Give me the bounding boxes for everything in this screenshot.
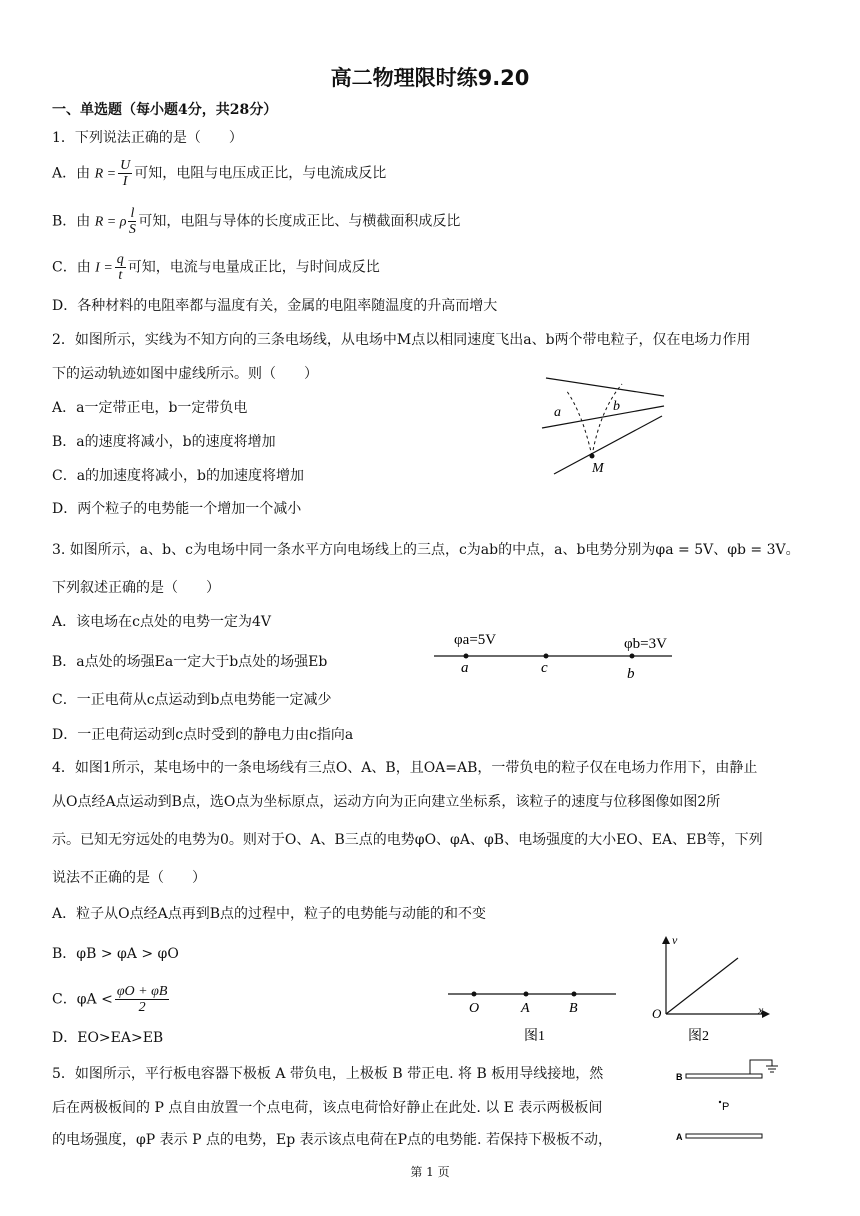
q2-field-lines-figure: [536, 372, 670, 478]
axis-label-v: v: [672, 933, 678, 947]
q5-line2: 后在两极板间的 P 点自由放置一个点电荷，该点电荷恰好静止在此处. 以 E 表示两极板间: [52, 1100, 603, 1116]
label-phi-a: φa=5V: [454, 632, 497, 648]
q1-option-c: C．由 I = $\frac{q}{t}$ 可知，电流与电量成正比，与时间成反比: [52, 252, 380, 283]
figure-2-caption: 图2: [688, 1029, 709, 1044]
q4-stem-line2: 从O点经A点运动到B点，选O点为坐标原点，运动方向为正向建立坐标系，该粒子的速度与位移图像如图2所: [52, 794, 721, 810]
q4-figure-1: [444, 976, 620, 1046]
q4-option-c: C．φA < $\frac{\varphi O + \varphi B}{2}$: [52, 984, 168, 1015]
point-p: [719, 1101, 721, 1103]
label-a: A: [676, 1132, 683, 1142]
q4-option-b: B．φB > φA > φO: [52, 946, 179, 962]
q3-option-b: B．a点处的场强Ea一定大于b点处的场强Eb: [52, 654, 328, 670]
q3-option-a: A．该电场在c点处的电势一定为4V: [52, 614, 271, 630]
q3-stem-line2: 下列叙述正确的是（ ）: [52, 580, 220, 596]
label-m: M: [592, 461, 604, 476]
label-c: c: [541, 660, 548, 676]
page-title: 高二物理限时练9.20: [330, 66, 530, 90]
q2-option-c: C．a的加速度将减小，b的加速度将增加: [52, 468, 305, 484]
q3-stem-line1: 3. 如图所示，a、b、c为电场中同一条水平方向电场线上的三点，c为ab的中点，a、b电势分别为φa = 5V、φb = 3V。: [52, 542, 800, 558]
label-phi-b: φb=3V: [624, 636, 667, 652]
point-b: [572, 992, 577, 997]
label-p: P: [722, 1101, 730, 1113]
field-line-bottom: [554, 416, 662, 474]
q5-line1: 5．如图所示，平行板电容器下极板 A 带负电，上极板 B 带正电. 将 B 板用导线接地，然: [52, 1066, 604, 1082]
point-c: [544, 654, 549, 659]
label-a: a: [461, 660, 469, 676]
q3-field-line-figure: [430, 626, 676, 682]
label-b: B: [676, 1072, 683, 1082]
q4-stem-line4: 说法不正确的是（ ）: [52, 870, 206, 886]
point-a: [524, 992, 529, 997]
axis-label-x: x: [758, 1003, 764, 1017]
point-m: [590, 454, 595, 459]
label-a: A: [521, 1001, 530, 1016]
q2-stem-line1: 2．如图所示，实线为不知方向的三条电场线，从电场中M点以相同速度飞出a、b两个带电粒子，仅在电场力作用: [52, 332, 751, 348]
ground-wire: [750, 1060, 772, 1074]
point-a: [464, 654, 469, 659]
q1-option-a: A．由 R = $\frac{U}{I}$ 可知，电阻与电压成正比，与电流成反比: [52, 158, 387, 189]
section-heading: 一、单选题（每小题4分，共28分）: [52, 102, 278, 118]
q2-option-d: D．两个粒子的电势能一个增加一个减小: [52, 501, 302, 517]
q3-option-d: D．一正电荷运动到c点时受到的静电力由c指向a: [52, 727, 354, 743]
q4-stem-line3: 示。已知无穷远处的电势为0。则对于O、A、B三点的电势φO、φA、φB、电场强度的大小EO、EA、EB等，下列: [52, 832, 763, 848]
q1-option-d: D．各种材料的电阻率都与温度有关，金属的电阻率随温度的升高而增大: [52, 298, 498, 314]
point-o: [472, 992, 477, 997]
field-line-top: [546, 378, 664, 396]
q4-stem-line1: 4．如图1所示，某电场中的一条电场线有三点O、A、B，且OA=AB，一带负电的粒子仅在电场力作用下，由静止: [52, 760, 758, 776]
y-axis-arrow: [662, 936, 670, 944]
label-b: B: [569, 1001, 578, 1016]
plate-b: [686, 1074, 762, 1078]
plate-a: [686, 1134, 762, 1138]
q4-option-a: A．粒子从O点经A点再到B点的过程中，粒子的电势能与动能的和不变: [52, 906, 486, 922]
q4-option-d: D．EO>EA>EB: [52, 1030, 164, 1046]
q2-stem-line2: 下的运动轨迹如图中虚线所示。则（ ）: [52, 366, 318, 382]
origin-label: O: [652, 1006, 662, 1021]
q5-capacitor-figure: [674, 1054, 790, 1146]
label-a: a: [554, 405, 561, 420]
q2-option-a: A．a一定带正电，b一定带负电: [52, 400, 248, 416]
point-b: [630, 654, 635, 659]
q4-figure-2-velocity-graph: [646, 930, 776, 1046]
label-b: b: [613, 399, 620, 414]
page-footer: 第 1 页: [410, 1165, 450, 1179]
figure-1-caption: 图1: [524, 1029, 545, 1044]
q1-option-b: B．由 R = ρ $\frac{l}{S}$ 可知，电阻与导体的长度成正比、与横截面积成反比: [52, 206, 461, 237]
velocity-line: [666, 958, 738, 1014]
label-b: b: [627, 666, 635, 682]
q1-stem: 1．下列说法正确的是（ ）: [52, 130, 243, 146]
q3-option-c: C．一正电荷从c点运动到b点电势能一定减少: [52, 692, 332, 708]
q5-line3: 的电场强度，φP 表示 P 点的电势，Ep 表示该点电荷在P点的电势能. 若保持下极板不动，: [52, 1132, 612, 1148]
label-o: O: [469, 1001, 480, 1016]
q2-option-b: B．a的速度将减小，b的速度将增加: [52, 434, 276, 450]
